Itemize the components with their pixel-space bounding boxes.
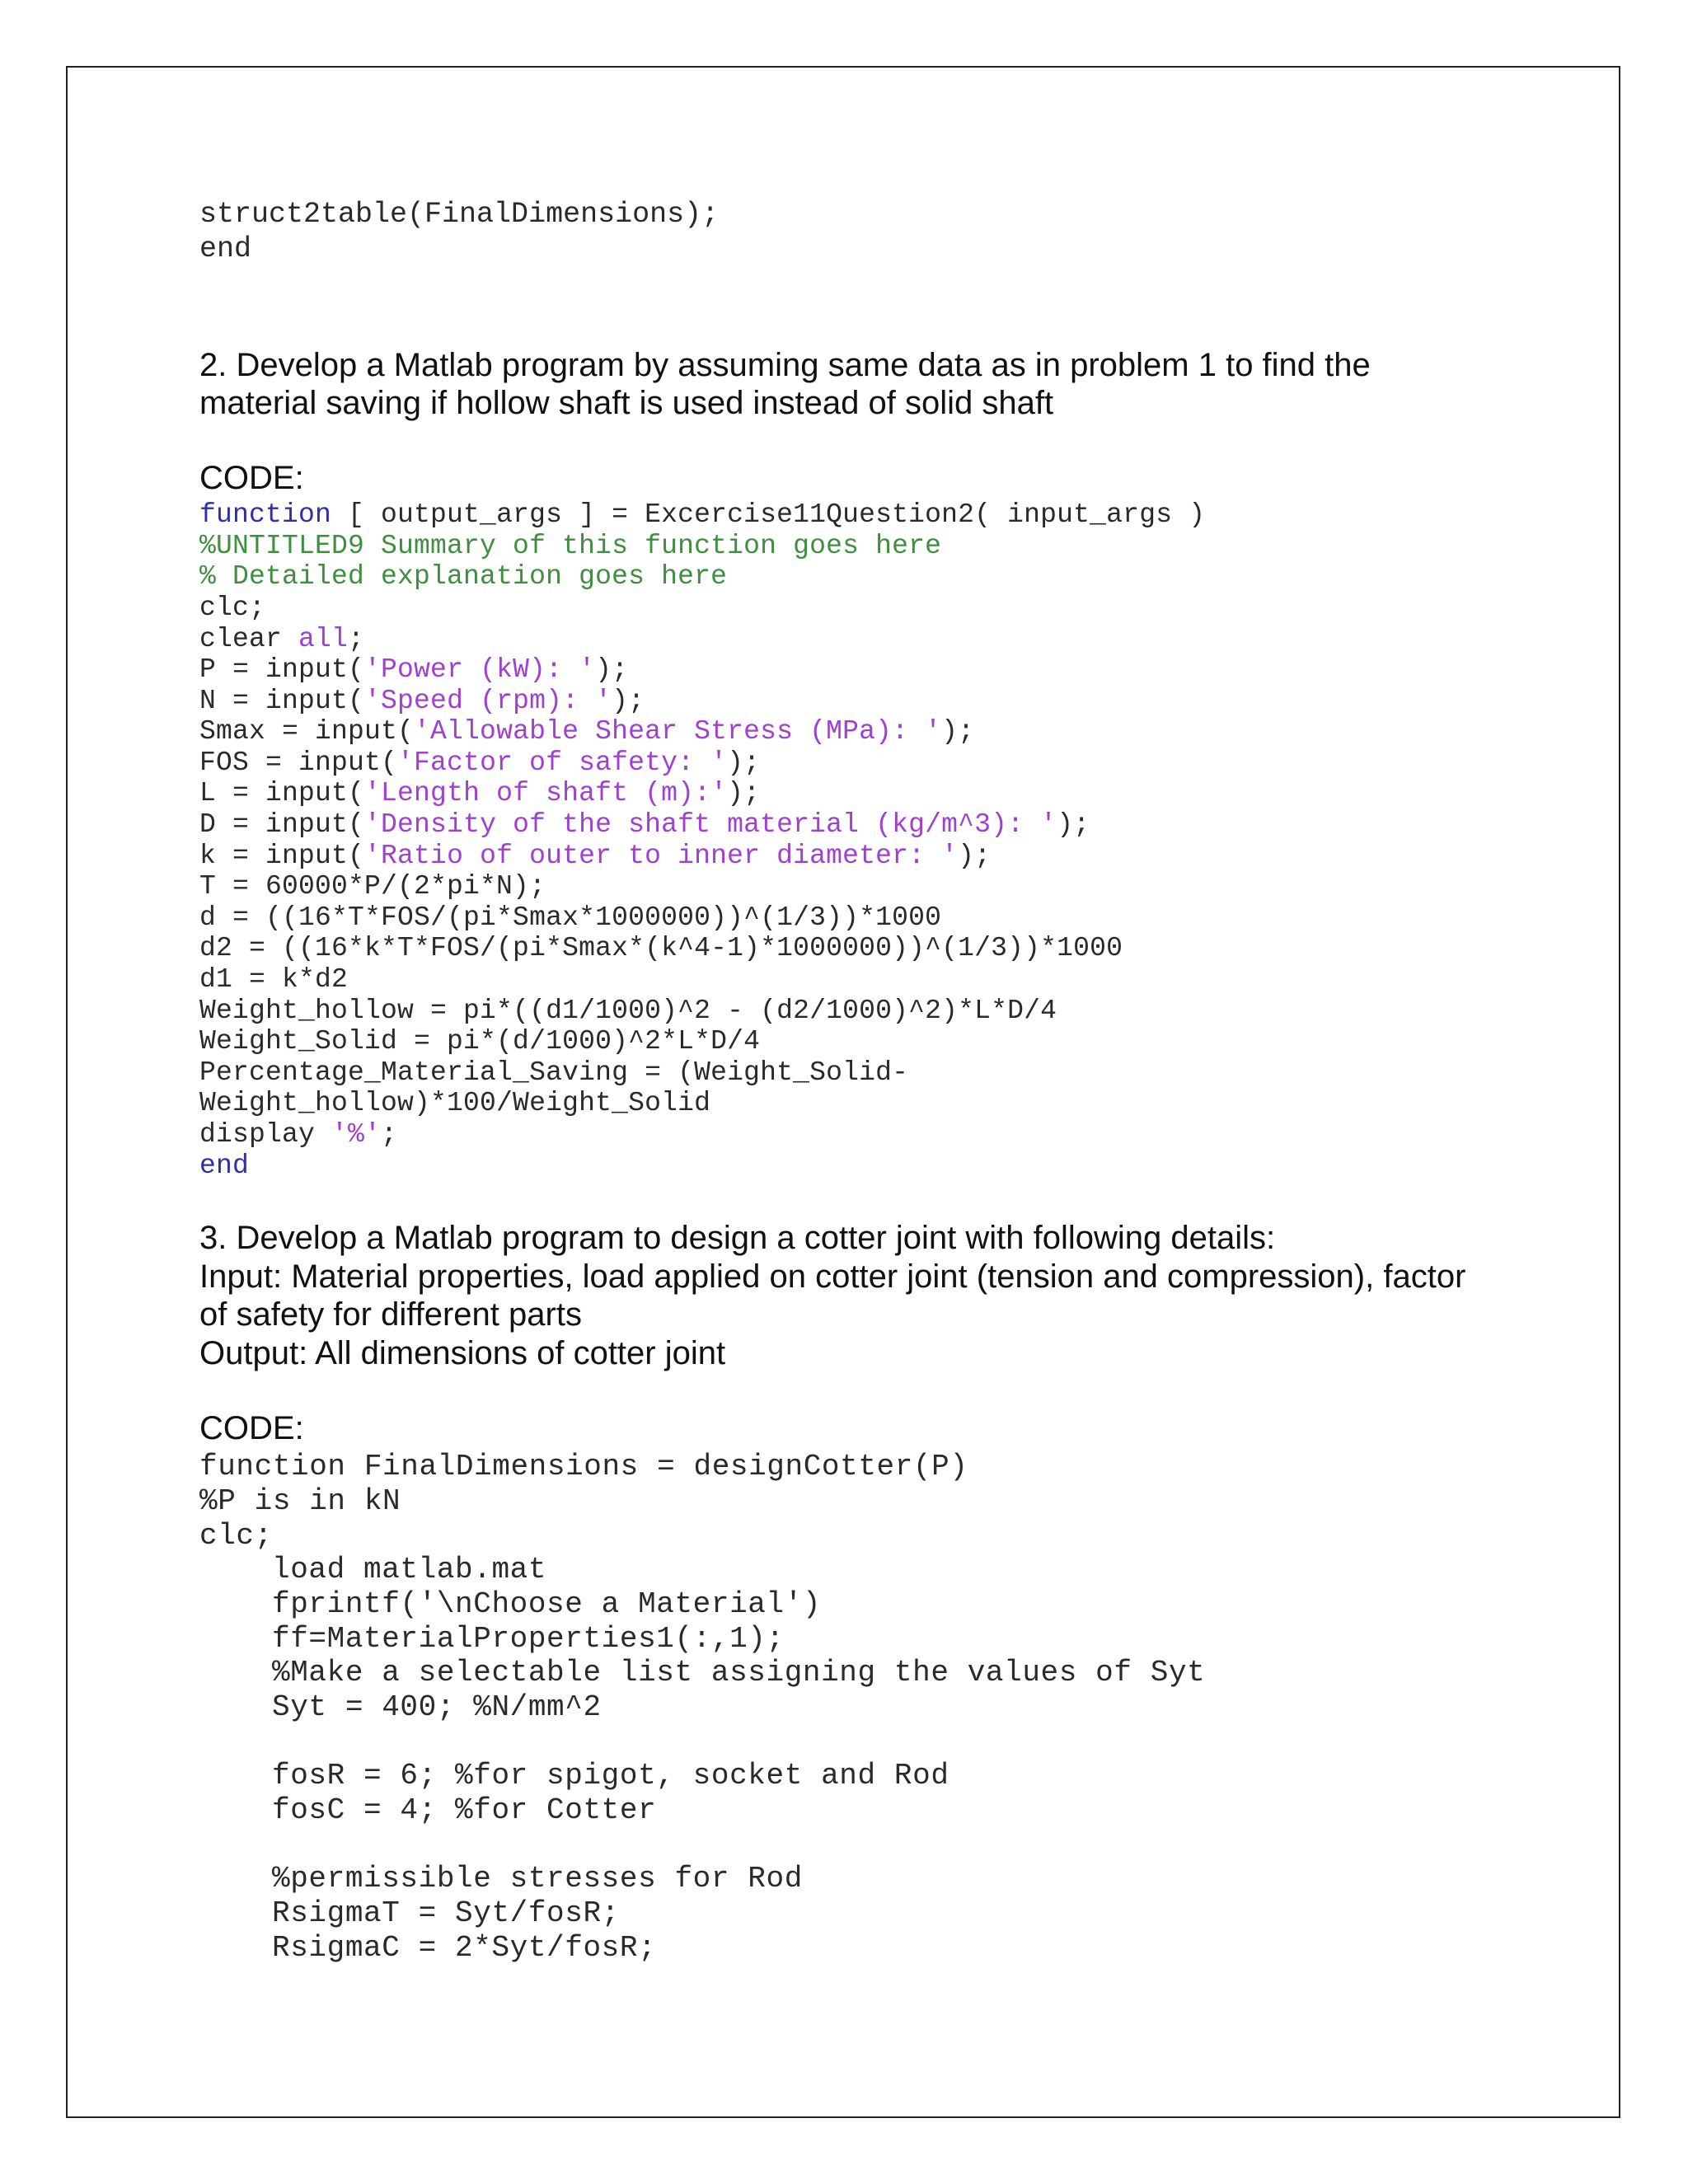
code-line: fosC = 4; %for Cotter	[272, 1793, 657, 1827]
code-line: Weight_hollow = pi*((d1/1000)^2 - (d2/1000)^2)*L*D/4	[199, 996, 1057, 1026]
code-line: d2 = ((16*k*T*FOS/(pi*Smax*(k^4-1)*1000000))^(1/3))*1000	[199, 933, 1123, 963]
code-text: N = input(	[199, 686, 365, 716]
code-line: end	[199, 232, 252, 265]
problem-2-title: material saving if hollow shaft is used instead of solid shaft	[199, 385, 1054, 421]
problem-3-output: Output: All dimensions of cotter joint	[199, 1335, 726, 1371]
problem-3-title: 3. Develop a Matlab program to design a cotter joint with following details:	[199, 1220, 1276, 1256]
code-text: ;	[381, 1119, 398, 1150]
code-string: 'Density of the shaft material (kg/m^3): '	[364, 809, 1057, 840]
code-string: 'Factor of safety: '	[397, 748, 728, 778]
code-line	[199, 654, 628, 685]
code-line	[199, 809, 1090, 840]
code-keyword: end	[199, 1151, 250, 1181]
problem-3-title: of safety for different parts	[199, 1296, 582, 1333]
code-text: D = input(	[199, 809, 365, 840]
problem-2-code-label: CODE:	[199, 460, 304, 496]
code-text: P = input(	[199, 654, 365, 685]
code-line	[199, 1119, 397, 1150]
code-line	[199, 499, 1205, 530]
code-line: Percentage_Material_Saving = (Weight_Solid-	[199, 1057, 909, 1088]
code-line: struct2table(FinalDimensions);	[199, 198, 720, 231]
code-text: );	[595, 654, 629, 685]
code-text: L = input(	[199, 778, 365, 808]
code-line: RsigmaT = Syt/fosR;	[272, 1896, 620, 1930]
code-line: load matlab.mat	[272, 1553, 547, 1586]
code-text: );	[727, 778, 761, 808]
code-string: 'Power (kW): '	[364, 654, 596, 685]
code-text: [ output_args ] = Excercise11Question2( input_args )	[331, 499, 1206, 530]
code-comment: %UNTITLED9 Summary of this function goes here	[199, 531, 942, 561]
code-line: clc;	[199, 593, 266, 623]
code-string: 'Length of shaft (m):'	[364, 778, 728, 808]
code-line	[199, 716, 974, 747]
code-string: '%'	[331, 1119, 382, 1150]
code-line	[199, 748, 760, 778]
code-line: ff=MaterialProperties1(:,1);	[272, 1622, 785, 1656]
code-string: 'Allowable Shear Stress (MPa): '	[414, 716, 942, 747]
code-text: clear	[199, 624, 299, 654]
code-text: Smax = input(	[199, 716, 415, 747]
code-text: );	[958, 841, 992, 871]
code-text: );	[941, 716, 975, 747]
code-line: T = 60000*P/(2*pi*N);	[199, 871, 546, 902]
code-text: FOS = input(	[199, 748, 398, 778]
code-line	[199, 778, 760, 808]
code-keyword: function	[199, 499, 332, 530]
code-text: );	[612, 686, 645, 716]
code-line: function FinalDimensions = designCotter(P)	[199, 1450, 968, 1483]
code-string: 'Ratio of outer to inner diameter: '	[364, 841, 959, 871]
code-line: Weight_hollow)*100/Weight_Solid	[199, 1088, 711, 1118]
code-line: d = ((16*T*FOS/(pi*Smax*1000000))^(1/3))*1000	[199, 902, 942, 933]
code-text: k = input(	[199, 841, 365, 871]
code-line	[199, 686, 645, 716]
code-line: clc;	[199, 1519, 273, 1553]
code-line	[199, 841, 991, 871]
code-line: d1 = k*d2	[199, 964, 349, 995]
problem-3-title: Input: Material properties, load applied on cotter joint (tension and compression), factor	[199, 1258, 1466, 1295]
problem-3-code-label: CODE:	[199, 1410, 304, 1446]
code-text: );	[1057, 809, 1090, 840]
code-text: display	[199, 1119, 332, 1150]
problem-2-title: 2. Develop a Matlab program by assuming same data as in problem 1 to find the	[199, 347, 1371, 383]
code-string: all	[298, 624, 349, 654]
code-comment: % Detailed explanation goes here	[199, 561, 728, 592]
code-line: fprintf('\nChoose a Material')	[272, 1587, 822, 1621]
code-line: %permissible stresses for Rod	[272, 1862, 803, 1896]
code-line: fosR = 6; %for spigot, socket and Rod	[272, 1759, 950, 1793]
code-line: %P is in kN	[199, 1484, 401, 1518]
code-line: %Make a selectable list assigning the values of Syt	[272, 1656, 1206, 1690]
code-line	[199, 624, 364, 654]
code-text: ;	[348, 624, 365, 654]
code-line: RsigmaC = 2*Syt/fosR;	[272, 1931, 657, 1965]
code-line: Syt = 400; %N/mm^2	[272, 1690, 602, 1724]
code-line: Weight_Solid = pi*(d/1000)^2*L*D/4	[199, 1026, 761, 1057]
code-string: 'Speed (rpm): '	[364, 686, 612, 716]
code-text: );	[727, 748, 761, 778]
